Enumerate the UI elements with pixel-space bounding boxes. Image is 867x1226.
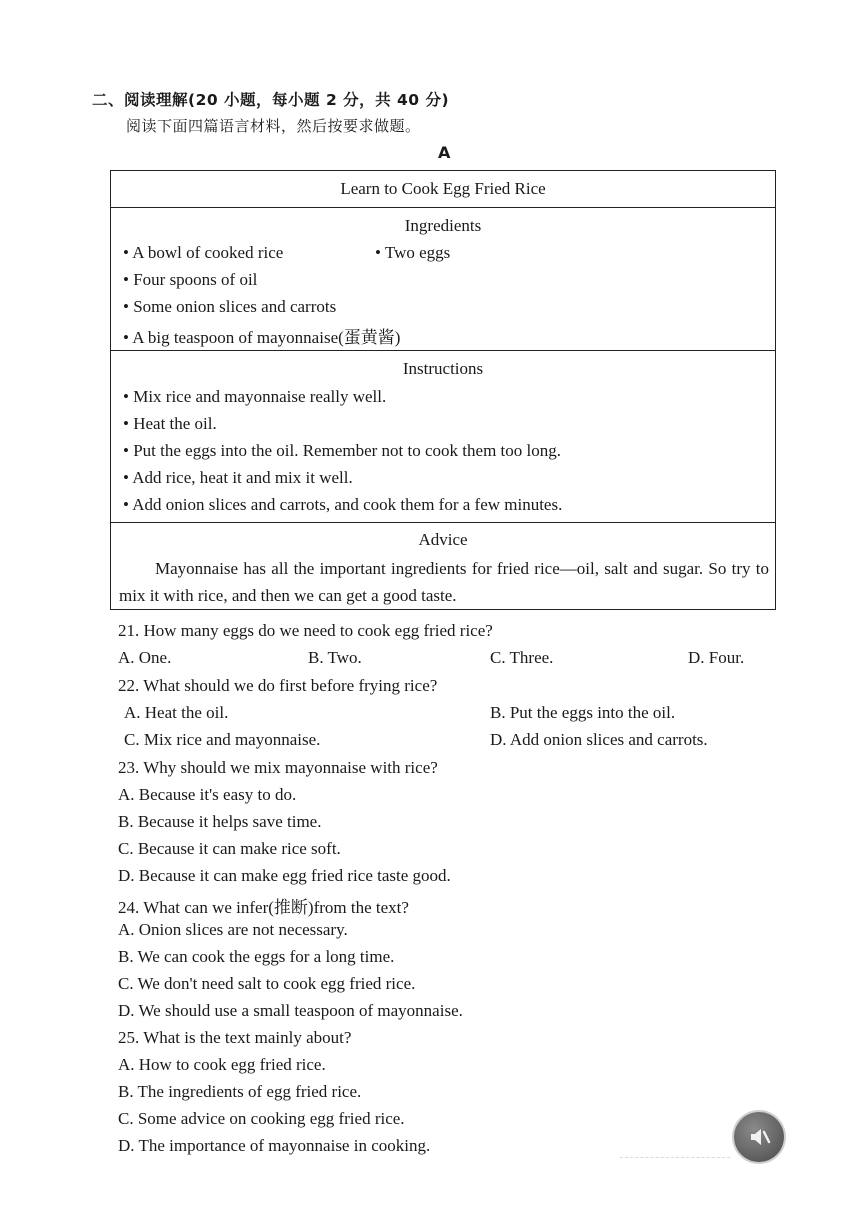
table-divider <box>111 350 775 351</box>
question-24-option-c[interactable]: C. We don't need salt to cook egg fried rice. <box>118 974 416 993</box>
advice-text: Mayonnaise has all the important ingredients for fried rice—oil, salt and sugar. So try to mix it with rice, and then we can get a good taste. <box>119 559 769 605</box>
instruction-item: • Mix rice and mayonnaise really well. <box>123 387 387 406</box>
question-24-stem: 24. What can we infer(推断)from the text? <box>118 898 409 917</box>
ingredients-heading: Ingredients <box>404 216 482 235</box>
ingredient-item: • A bowl of cooked rice <box>123 243 284 262</box>
instructions-heading: Instructions <box>402 359 484 378</box>
question-22-option-b[interactable]: B. Put the eggs into the oil. <box>490 703 676 722</box>
question-23-stem: 23. Why should we mix mayonnaise with rice? <box>118 758 438 777</box>
question-24-option-a[interactable]: A. Onion slices are not necessary. <box>118 920 348 939</box>
faint-divider <box>620 1157 730 1158</box>
question-25-option-c[interactable]: C. Some advice on cooking egg fried rice. <box>118 1109 405 1128</box>
ingredient-item: • Two eggs <box>375 243 451 262</box>
question-25-stem: 25. What is the text mainly about? <box>118 1028 352 1047</box>
audio-toggle-button[interactable] <box>734 1112 784 1162</box>
instruction-item: • Add rice, heat it and mix it well. <box>123 468 353 487</box>
question-21-option-c[interactable]: C. Three. <box>490 648 554 667</box>
question-21-option-d[interactable]: D. Four. <box>688 648 745 667</box>
section-heading: 二、阅读理解(20 小题，每小题 2 分，共 40 分) <box>92 91 450 109</box>
instruction-item: • Heat the oil. <box>123 414 217 433</box>
table-divider <box>111 522 775 523</box>
ingredient-item: • A big teaspoon of mayonnaise(蛋黄酱) <box>123 328 401 347</box>
advice-heading: Advice <box>418 530 468 549</box>
question-23-option-a[interactable]: A. Because it's easy to do. <box>118 785 297 804</box>
ingredient-item: • Some onion slices and carrots <box>123 297 337 316</box>
question-21-option-b[interactable]: B. Two. <box>308 648 362 667</box>
question-25-option-a[interactable]: A. How to cook egg fried rice. <box>118 1055 326 1074</box>
question-24-option-d[interactable]: D. We should use a small teaspoon of mayonnaise. <box>118 1001 463 1020</box>
question-23-option-b[interactable]: B. Because it helps save time. <box>118 812 322 831</box>
recipe-table <box>110 170 776 610</box>
instruction-item: • Put the eggs into the oil. Remember not to cook them too long. <box>123 441 561 460</box>
question-21-option-a[interactable]: A. One. <box>118 648 172 667</box>
question-22-stem: 22. What should we do first before frying rice? <box>118 676 438 695</box>
section-instructions: 阅读下面四篇语言材料，然后按要求做题。 <box>126 117 421 135</box>
question-22-option-a[interactable]: A. Heat the oil. <box>124 703 229 722</box>
question-24-option-b[interactable]: B. We can cook the eggs for a long time. <box>118 947 395 966</box>
question-23-option-d[interactable]: D. Because it can make egg fried rice taste good. <box>118 866 451 885</box>
question-21-stem: 21. How many eggs do we need to cook egg fried rice? <box>118 621 493 640</box>
question-25-option-d[interactable]: D. The importance of mayonnaise in cooking. <box>118 1136 431 1155</box>
instruction-item: • Add onion slices and carrots, and cook them for a few minutes. <box>123 495 563 514</box>
ingredient-item: • Four spoons of oil <box>123 270 258 289</box>
question-22-option-c[interactable]: C. Mix rice and mayonnaise. <box>124 730 321 749</box>
passage-label: A <box>438 143 451 162</box>
speaker-mute-icon <box>745 1123 773 1151</box>
recipe-title: Learn to Cook Egg Fried Rice <box>340 179 546 198</box>
question-22-option-d[interactable]: D. Add onion slices and carrots. <box>490 730 708 749</box>
table-divider <box>111 207 775 208</box>
question-25-option-b[interactable]: B. The ingredients of egg fried rice. <box>118 1082 362 1101</box>
question-23-option-c[interactable]: C. Because it can make rice soft. <box>118 839 341 858</box>
